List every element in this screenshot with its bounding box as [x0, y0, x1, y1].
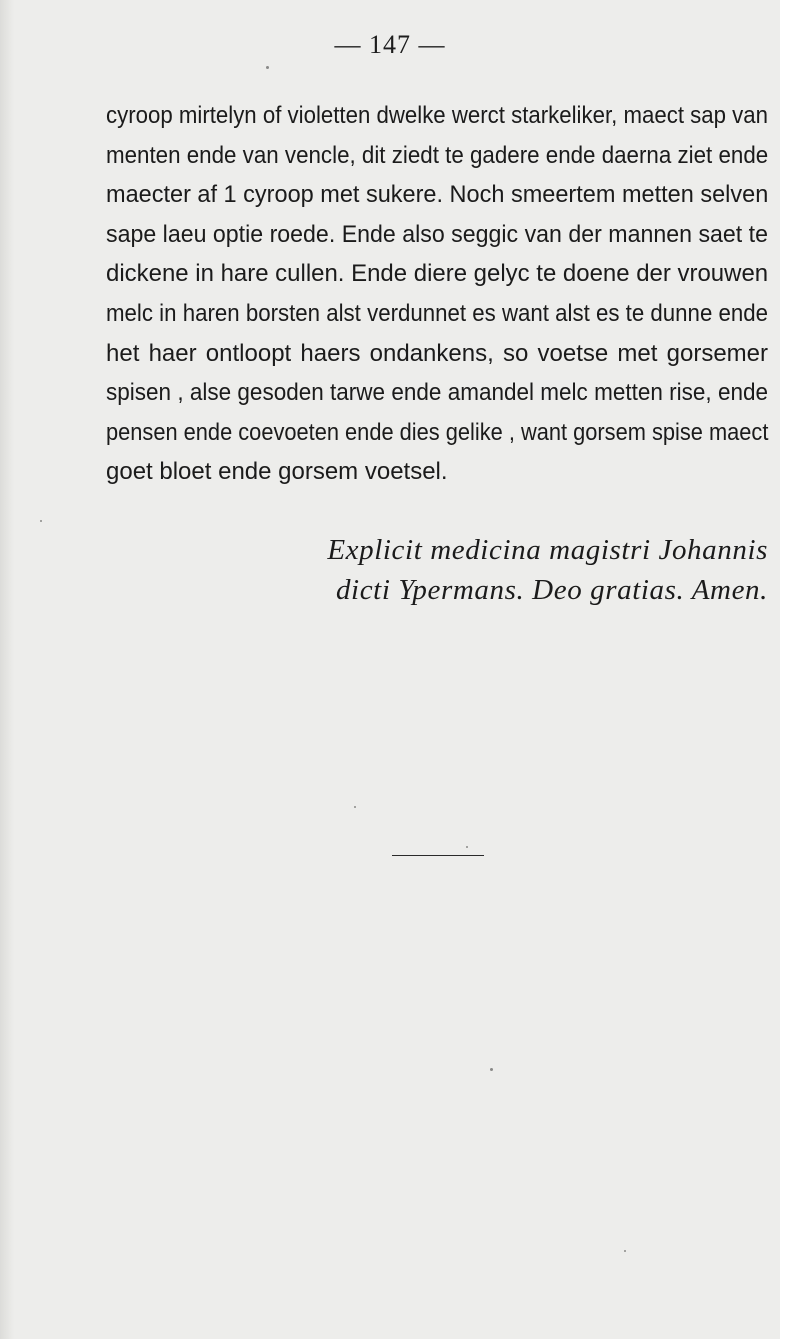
paper-speck	[266, 66, 269, 69]
paper-speck	[40, 520, 42, 522]
text-line: pensen ende coevoeten ende dies gelike , want gorsem spise maect	[106, 418, 769, 446]
page-gutter-shadow	[0, 0, 14, 1339]
end-rule	[392, 855, 484, 856]
paper-speck	[466, 846, 468, 848]
paper-speck	[354, 806, 356, 808]
page-number: — 147 —	[334, 30, 446, 59]
paper-speck	[490, 1068, 493, 1071]
text-line: dickene in hare cullen. Ende diere gelyc te doene der vrouwen	[106, 260, 769, 288]
page-margin-right	[780, 0, 800, 1339]
explicit-line: dicti Ypermans. Deo gratias. Amen.	[335, 574, 768, 606]
text-line: spisen , alse gesoden tarwe ende amandel melc metten rise, ende	[106, 379, 769, 407]
text-line: maecter af 1 cyroop met sukere. Noch smeertem metten selven	[106, 181, 769, 209]
text-line: goet bloet ende gorsem voetsel.	[106, 458, 448, 486]
explicit-line: Explicit medicina magistri Johannis	[327, 534, 768, 566]
explicit-colophon	[280, 530, 768, 610]
text-line: het haer ontloopt haers ondankens, so voetse met gorsemer	[106, 339, 768, 367]
body-paragraph	[106, 96, 768, 492]
text-line: menten ende van vencle, dit ziedt te gadere ende daerna ziet ende	[106, 141, 769, 169]
text-line: cyroop mirtelyn of violetten dwelke werct starkeliker, maect sap van	[106, 102, 769, 129]
paper-speck	[624, 1250, 626, 1252]
text-line: melc in haren borsten alst verdunnet es want alst es te dunne ende	[106, 299, 769, 327]
text-line: sape laeu optie roede. Ende also seggic van der mannen saet te	[106, 220, 768, 248]
